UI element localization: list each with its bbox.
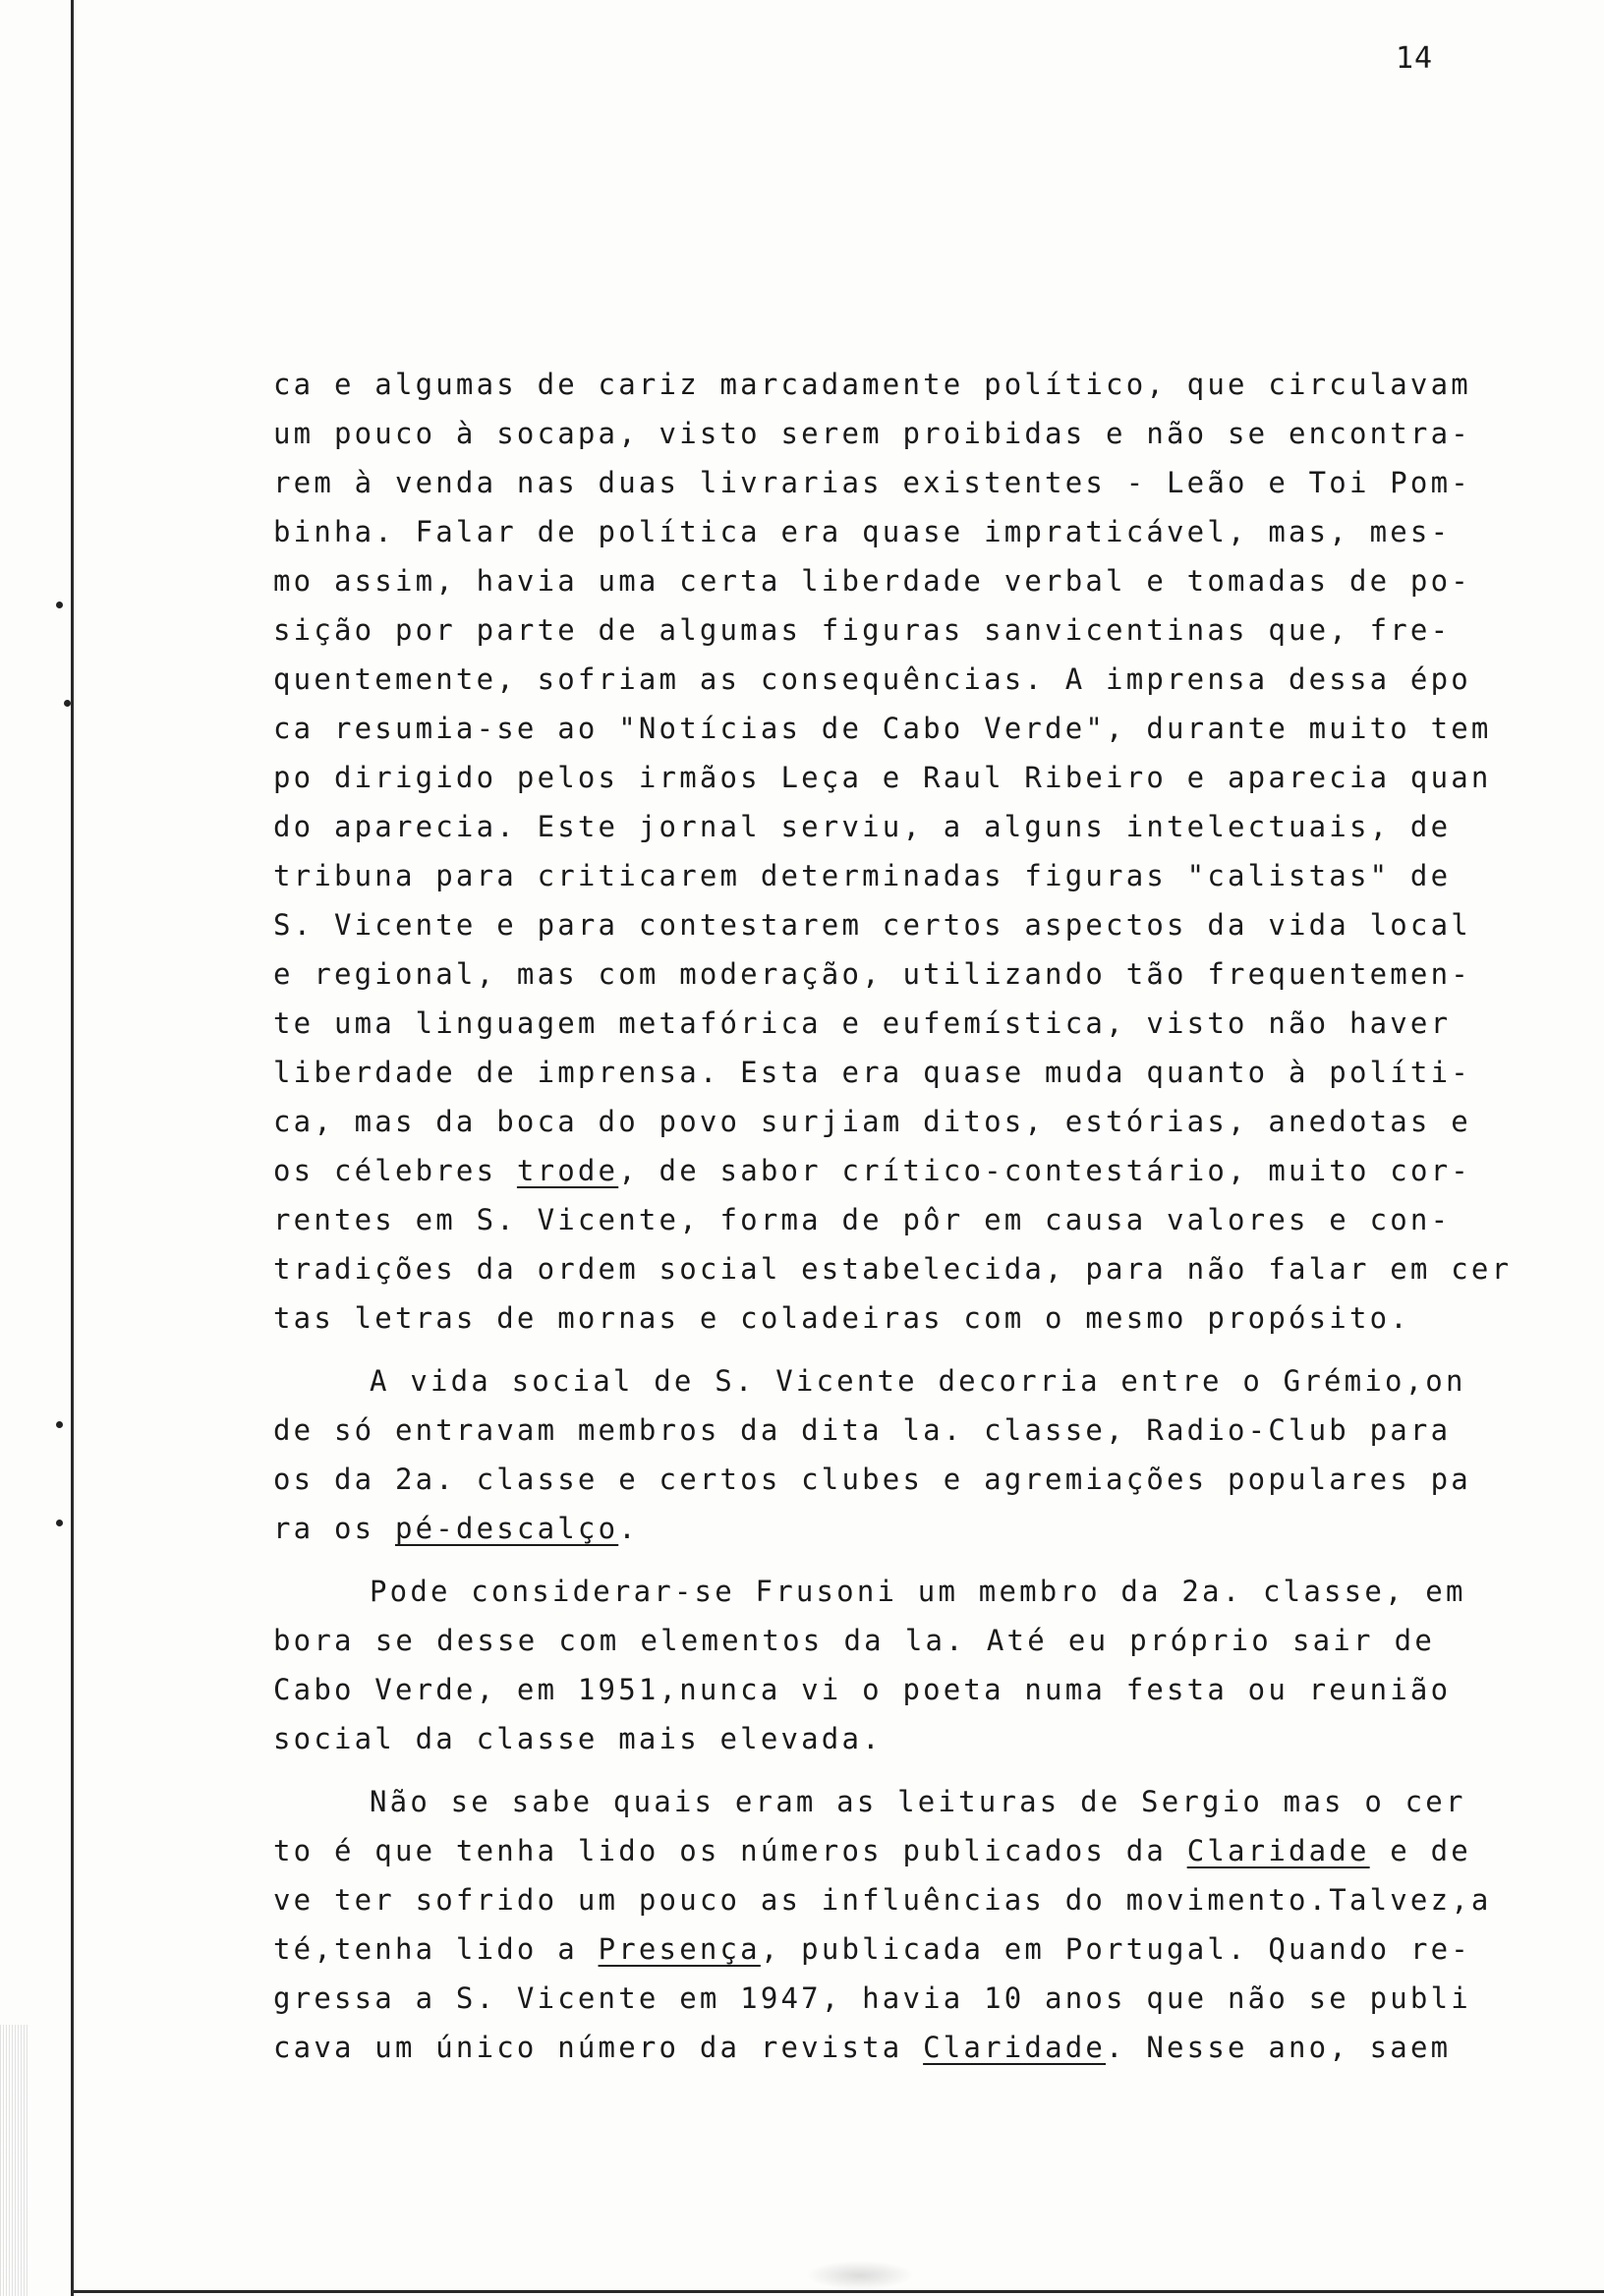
paragraph-p4 [273,1777,1492,2072]
margin-mark [56,1520,63,1526]
text-line: ca resumia-se ao "Notícias de Cabo Verde", durante muito tem [273,712,1492,745]
text-line: quentemente, sofriam as consequências. A imprensa dessa épo [273,662,1471,696]
paragraph-p1 [273,360,1513,1343]
text-line: Não se sabe quais eram as leituras de Sergio mas o cer [370,1785,1466,1818]
text-line: rentes em S. Vicente, forma de pôr em causa valores e con- [273,1203,1452,1236]
text-line: binha. Falar de política era quase impraticável, mas, mes- [273,515,1452,548]
text-line: de só entravam membros da dita la. classe, Radio-Club para [273,1413,1452,1447]
text-line: tas letras de mornas e coladeiras com o mesmo propósito. [273,1301,1410,1335]
text-line: Pode considerar-se Frusoni um membro da 2a. classe, em [370,1575,1466,1608]
underlined-word: trode [516,1154,619,1187]
text-line: ca, mas da boca do povo surjiam ditos, estórias, anedotas e [273,1105,1471,1138]
text-line: rem à venda nas duas livrarias existentes - Leão e Toi Pom- [273,466,1471,499]
margin-mark [56,602,63,608]
underlined-word: Claridade [923,2031,1107,2064]
text-line: A vida social de S. Vicente decorria entre o Grémio,on [370,1364,1466,1398]
underlined-word: Claridade [1186,1834,1370,1867]
text-line: liberdade de imprensa. Esta era quase muda quanto à políti- [273,1056,1471,1089]
text-line: mo assim, havia uma certa liberdade verbal e tomadas de po- [273,564,1471,598]
paragraph-p2 [273,1356,1471,1553]
text-line: po dirigido pelos irmãos Leça e Raul Ribeiro e aparecia quan [273,761,1492,794]
text-line: to é que tenha lido os números publicados da Claridade e de [273,1834,1471,1867]
underlined-word: pé-descalço [394,1512,619,1545]
text-line: cava um único número da revista Claridade. Nesse ano, saem [273,2031,1452,2064]
text-line: um pouco à socapa, visto serem proibidas e não se encontra- [273,417,1471,450]
text-line: social da classe mais elevada. [273,1722,883,1755]
text-line: gressa a S. Vicente em 1947, havia 10 anos que não se publi [273,1981,1471,2015]
text-line: ra os pé-descalço. [273,1512,639,1545]
page-left-edge [71,0,74,2296]
page-number: 14 [1396,41,1434,76]
text-line: tradições da ordem social estabelecida, para não falar em cer [273,1252,1513,1286]
text-line: te uma linguagem metafórica e eufemística, visto não haver [273,1006,1452,1040]
text-line: os célebres trode, de sabor crítico-contestário, muito cor- [273,1154,1471,1187]
paragraph-gap [273,1553,1435,1567]
text-line: bora se desse com elementos da la. Até eu próprio sair de [273,1624,1435,1657]
paragraph-p3 [273,1567,1466,1763]
paragraph-gap [273,1763,1435,1777]
text-line: Cabo Verde, em 1951,nunca vi o poeta numa festa ou reunião [273,1673,1452,1706]
text-line: ca e algumas de cariz marcadamente político, que circulavam [273,368,1471,401]
text-line: os da 2a. classe e certos clubes e agremiações populares pa [273,1463,1471,1496]
text-line: e regional, mas com moderação, utilizando tão frequentemen- [273,957,1471,991]
scan-smudge [806,2261,914,2290]
text-line: do aparecia. Este jornal serviu, a alguns intelectuais, de [273,810,1452,843]
paragraph-gap [273,1343,1435,1356]
text-line: S. Vicente e para contestarem certos aspectos da vida local [273,908,1471,942]
text-line: té,tenha lido a Presença, publicada em Portugal. Quando re- [273,1932,1471,1966]
text-line: tribuna para criticarem determinadas figuras "calistas" de [273,859,1452,892]
margin-mark [64,700,71,707]
scan-artifact [0,2025,28,2296]
margin-mark [56,1421,63,1428]
text-line: sição por parte de algumas figuras sanvicentinas que, fre- [273,613,1452,647]
page-bottom-edge [71,2290,1604,2293]
underlined-word: Presença [598,1932,761,1966]
text-line: ve ter sofrido um pouco as influências do movimento.Talvez,a [273,1883,1492,1917]
body-text [273,360,1513,2072]
